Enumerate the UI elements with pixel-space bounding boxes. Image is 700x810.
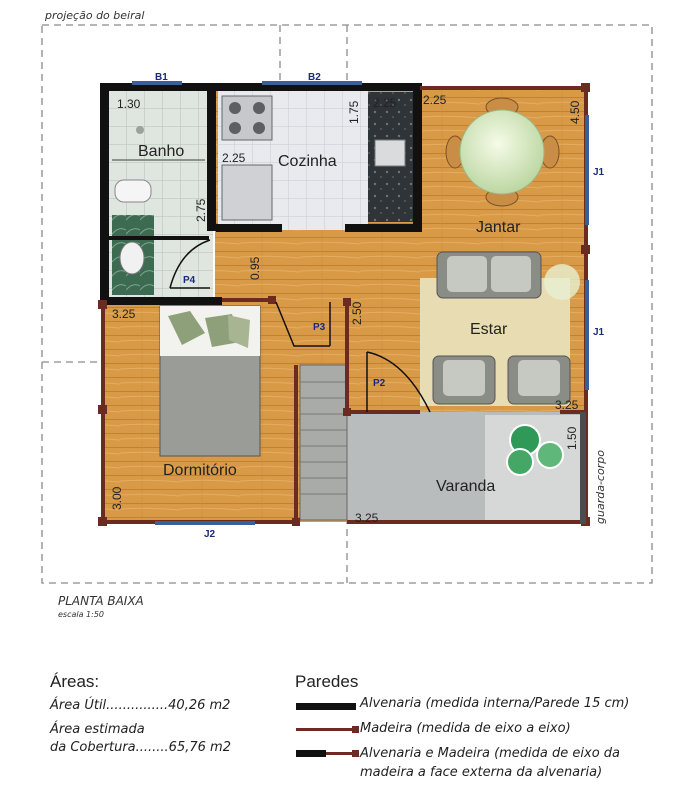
kitchen-sink bbox=[375, 140, 405, 166]
legend-mixed-line2: madeira a face externa da alvenaria) bbox=[360, 765, 603, 780]
dim-veranda-width: 3.25 bbox=[355, 511, 379, 525]
wood-wall-swatch bbox=[296, 728, 356, 731]
area-roof-line1: Área estimada bbox=[50, 722, 145, 737]
tag-b1: B1 bbox=[155, 72, 168, 83]
legend-masonry: Alvenaria (medida interna/Parede 15 cm) bbox=[360, 696, 630, 711]
tag-p2: P2 bbox=[373, 378, 386, 389]
room-label-dormitorio: Dormitório bbox=[163, 462, 237, 479]
eave-projection-label: projeção do beiral bbox=[45, 9, 145, 22]
dim-cozinha-width: 2.25 bbox=[222, 151, 246, 165]
double-bed bbox=[160, 306, 260, 456]
dim-living-depth: 2.50 bbox=[350, 301, 364, 325]
room-label-banho: Banho bbox=[138, 143, 185, 160]
dim-living-width: 3.25 bbox=[555, 398, 579, 412]
dim-veranda-depth: 1.50 bbox=[565, 426, 579, 450]
sofa bbox=[437, 252, 541, 298]
plan-scale: escala 1:50 bbox=[58, 610, 105, 619]
areas-heading: Áreas: bbox=[50, 672, 100, 691]
tag-p4: P4 bbox=[183, 275, 196, 286]
washbasin bbox=[120, 242, 144, 274]
staircase bbox=[300, 365, 347, 520]
dim-banho-depth: 2.75 bbox=[194, 198, 208, 222]
mixed-wall-swatch bbox=[296, 750, 326, 757]
plan-title: PLANTA BAIXA bbox=[58, 594, 144, 608]
mixed-wall-swatch-node bbox=[352, 750, 359, 757]
dim-bedroom-depth: 3.00 bbox=[110, 486, 124, 510]
dim-cozinha-depth: 1.75 bbox=[347, 100, 361, 124]
tag-p3: P3 bbox=[313, 322, 326, 333]
room-label-jantar: Jantar bbox=[476, 219, 521, 236]
dim-bedroom-width: 3.25 bbox=[112, 307, 136, 321]
refrigerator bbox=[222, 165, 272, 220]
tag-b2: B2 bbox=[308, 72, 321, 83]
side-table bbox=[544, 264, 580, 300]
walls-heading: Paredes bbox=[295, 672, 359, 691]
guardrail bbox=[580, 412, 586, 524]
room-label-cozinha: Cozinha bbox=[278, 153, 337, 170]
dim-dining-width: 2.25 bbox=[423, 93, 447, 107]
room-label-estar: Estar bbox=[470, 321, 508, 338]
dim-bench: 2.25 bbox=[373, 96, 397, 110]
legend-mixed bbox=[360, 744, 620, 782]
wood-wall-swatch-node bbox=[352, 726, 359, 733]
masonry-wall-swatch bbox=[296, 703, 356, 710]
dim-dining-depth: 4.50 bbox=[568, 100, 582, 124]
legend-wood: Madeira (medida de eixo a eixo) bbox=[360, 721, 571, 736]
tag-j1-upper: J1 bbox=[593, 167, 605, 178]
toilet bbox=[115, 180, 151, 202]
stove bbox=[222, 96, 272, 140]
dim-hall: 0.95 bbox=[248, 256, 262, 280]
room-label-varanda: Varanda bbox=[436, 478, 496, 495]
notes-section bbox=[0, 660, 700, 810]
area-useful: Área Útil...............40,26 m2 bbox=[50, 698, 231, 713]
guardrail-label: guarda-corpo bbox=[594, 450, 607, 524]
area-roof-line2: da Cobertura........65,76 m2 bbox=[50, 740, 231, 755]
dim-banho-width: 1.30 bbox=[117, 97, 141, 111]
tag-j1-lower: J1 bbox=[593, 327, 605, 338]
tag-j2: J2 bbox=[204, 529, 216, 540]
legend-mixed-line1: Alvenaria e Madeira (medida de eixo da bbox=[360, 746, 621, 761]
